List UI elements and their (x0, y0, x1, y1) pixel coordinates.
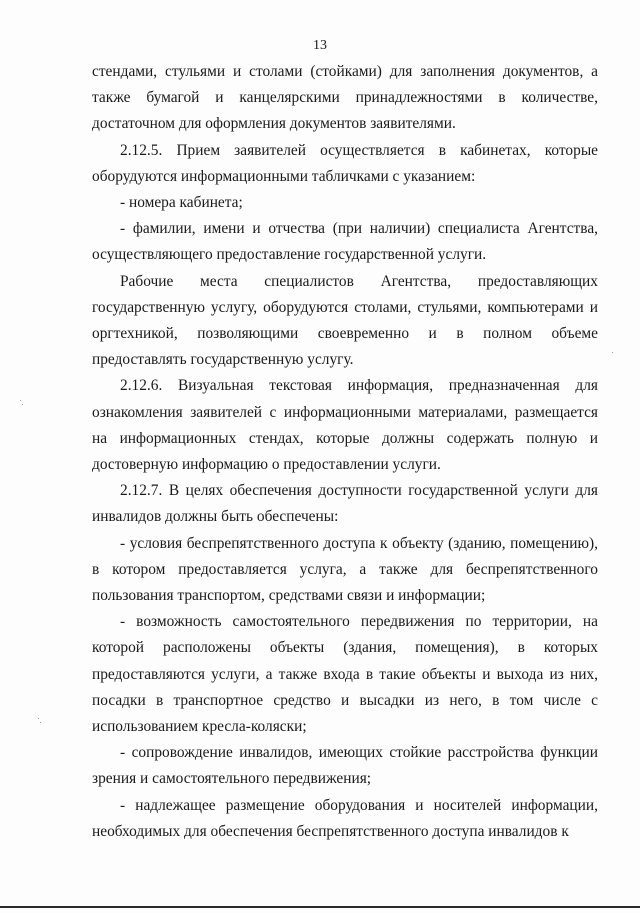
paragraph-2-12-5: 2.12.5. Прием заявителей осуществляется в кабинетах, которые оборудуются информационными табличками с указанием: (92, 141, 598, 185)
list-item-movement-possibility: - возможность самостоятельного передвижения по территории, на которой расположены объекты (здания, помещения), в которых предоставляются услуги, а также входа в такие объекты и выхода из них, посадки в транспортное средство и высадки из него, в том числе с использованием кресла-коляски; (92, 613, 598, 736)
scan-speck (20, 400, 21, 401)
paragraph-2-12-6: 2.12.6. Визуальная текстовая информация, предназначенная для ознакомления заявителей с информационными материалами, размещается на информационных стендах, которые должны содержать полную и достоверную информацию о предоставлении услуги. (92, 377, 598, 474)
document-body (92, 59, 598, 845)
list-item-access-conditions: - условия беспрепятственного доступа к объекту (зданию, помещению), в котором предоставляется услуга, а также для беспрепятственного пользования транспортом, средствами связи и информации; (92, 534, 598, 605)
scan-speck (612, 352, 613, 353)
page-number: 13 (313, 38, 327, 53)
list-item-room-number: - номера кабинета; (120, 194, 243, 212)
scan-speck (38, 718, 39, 719)
scan-bottom-edge (0, 906, 640, 908)
paragraph-workplaces: Рабочие места специалистов Агентства, предоставляющих государственную услугу, оборудуются столами, стульями, компьютерами и оргтехникой, позволяющими своевременно и в полном объеме предоставлять государственную услугу. (92, 272, 598, 369)
list-item-equipment-placement: - надлежащее размещение оборудования и носителей информации, необходимых для обеспечения беспрепятственного доступа инвалидов к (92, 796, 598, 840)
paragraph-2-12-7: 2.12.7. В целях обеспечения доступности государственной услуги для инвалидов должны быть обеспечены: (92, 482, 598, 526)
scan-speck (40, 722, 41, 723)
scan-speck (22, 404, 23, 405)
list-item-specialist-name: - фамилии, имени и отчества (при наличии) специалиста Агентства, осуществляющего предоставление государственной услуги. (92, 220, 598, 264)
paragraph-continuation: стендами, стульями и столами (стойками) для заполнения документов, а также бумагой и канцелярскими принадлежностями в количестве, достаточном для оформления документов заявителями. (92, 63, 598, 133)
list-item-escort: - сопровождение инвалидов, имеющих стойкие расстройства функции зрения и самостоятельного передвижения; (92, 744, 598, 788)
